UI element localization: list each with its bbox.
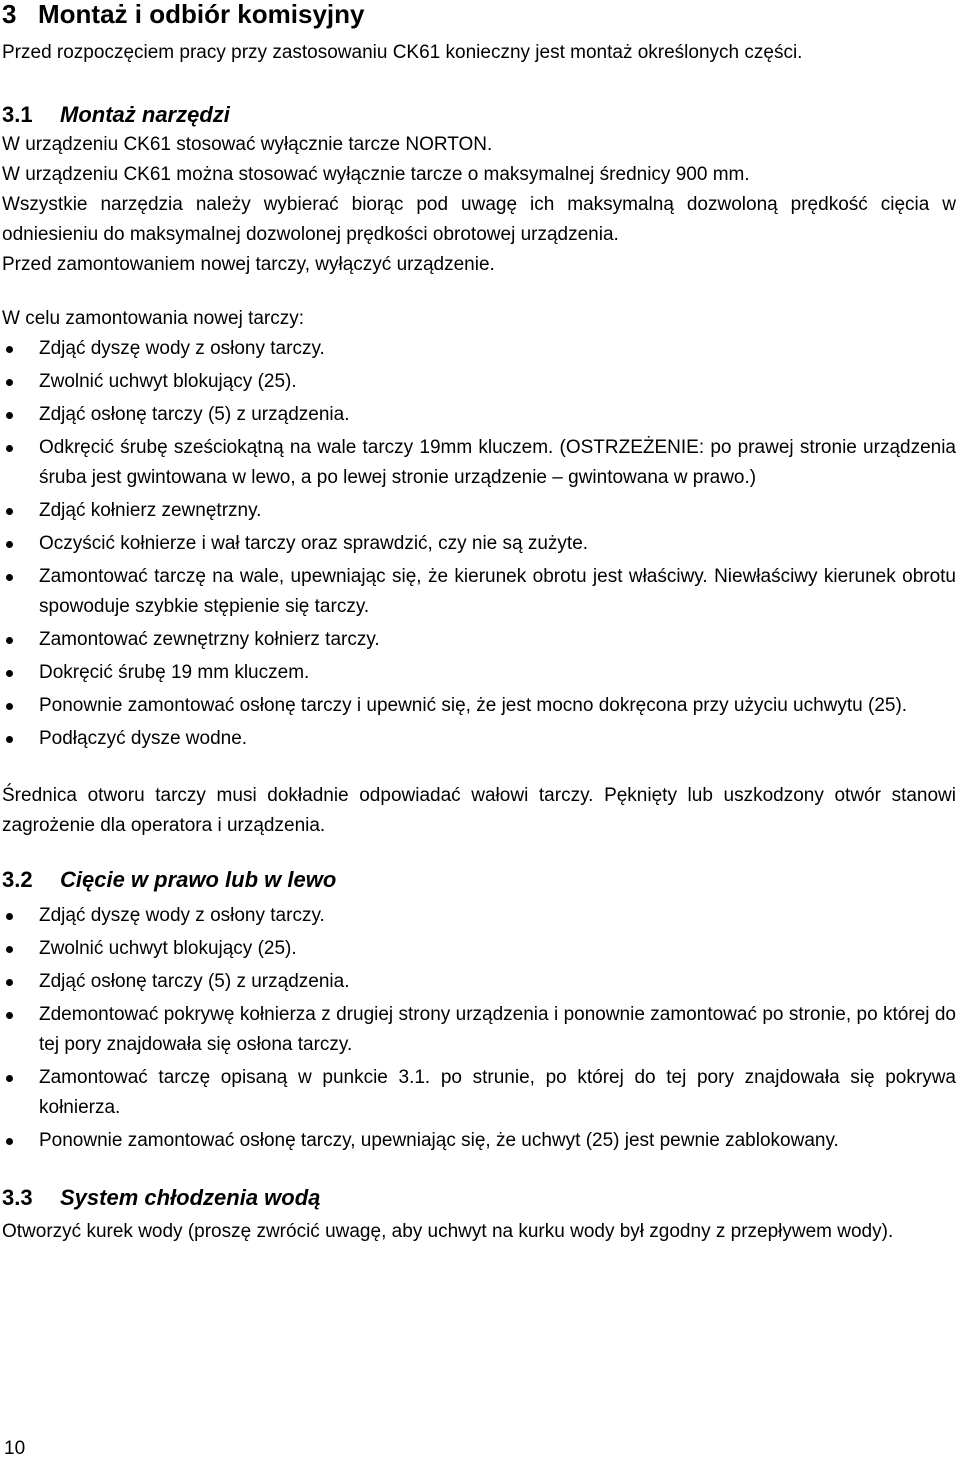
- list-item: Zwolnić uchwyt blokujący (25).: [2, 367, 956, 397]
- list-item: Ponownie zamontować osłonę tarczy i upewnić się, że jest mocno dokręcona przy użyciu uchwytu (25).: [2, 691, 956, 721]
- list-item: Zdjąć osłonę tarczy (5) z urządzenia.: [2, 967, 956, 997]
- bullet-icon: [6, 670, 13, 677]
- section-31-title: Montaż narzędzi: [60, 102, 230, 127]
- section-32-heading: [2, 865, 956, 895]
- bullet-icon: [6, 379, 13, 386]
- bullet-icon: [6, 541, 13, 548]
- bullet-icon: [6, 703, 13, 710]
- section-33-title: System chłodzenia wodą: [60, 1185, 321, 1210]
- bullet-icon: [6, 979, 13, 986]
- bullet-icon: [6, 346, 13, 353]
- list-item: Ponownie zamontować osłonę tarczy, upewniając się, że uchwyt (25) jest pewnie zablokowany.: [2, 1126, 956, 1156]
- list-item: Zdemontować pokrywę kołnierza z drugiej strony urządzenia i ponownie zamontować po stronie, po której do tej pory znajdowała się osłona tarczy.: [2, 1000, 956, 1060]
- bullet-icon: [6, 637, 13, 644]
- section-32-steps-list: [2, 901, 956, 1156]
- list-item: Zdjąć dyszę wody z osłony tarczy.: [2, 334, 956, 364]
- section-31-line-4: Przed zamontowaniem nowej tarczy, wyłączyć urządzenie.: [2, 254, 495, 275]
- section-31-warning: Średnica otworu tarczy musi dokładnie odpowiadać wałowi tarczy. Pęknięty lub uszkodzony otwór stanowi zagrożenie dla operatora i urządzenia.: [2, 785, 956, 836]
- bullet-icon: [6, 508, 13, 515]
- bullet-icon: [6, 1138, 13, 1145]
- section-31-heading: [2, 100, 956, 130]
- section-31-line-2: W urządzeniu CK61 można stosować wyłącznie tarcze o maksymalnej średnicy 900 mm.: [2, 164, 750, 185]
- list-item: Zdjąć dyszę wody z osłony tarczy.: [2, 901, 956, 931]
- page-number: 10: [4, 1438, 26, 1459]
- list-item: Odkręcić śrubę sześciokątną na wale tarczy 19mm kluczem. (OSTRZEŻENIE: po prawej stronie urządzenia śruba jest gwintowana w lewo, a po lewej stronie urządzenie – gwintowana w prawo.): [2, 433, 956, 493]
- bullet-icon: [6, 412, 13, 419]
- bullet-icon: [6, 574, 13, 581]
- list-item: Zwolnić uchwyt blokujący (25).: [2, 934, 956, 964]
- bullet-icon: [6, 1012, 13, 1019]
- section-3-intro: Przed rozpoczęciem pracy przy zastosowaniu CK61 konieczny jest montaż określonych części.: [2, 42, 803, 63]
- list-item: Zdjąć kołnierz zewnętrzny.: [2, 496, 956, 526]
- section-31-number: 3.1: [2, 102, 33, 127]
- list-item: Podłączyć dysze wodne.: [2, 724, 956, 754]
- bullet-icon: [6, 736, 13, 743]
- section-32-number: 3.2: [2, 867, 33, 892]
- bullet-icon: [6, 913, 13, 920]
- section-33-text: Otworzyć kurek wody (proszę zwrócić uwagę, aby uchwyt na kurku wody był zgodny z przepływem wody).: [2, 1221, 894, 1242]
- section-3-number: 3: [2, 0, 17, 29]
- list-item: Oczyścić kołnierze i wał tarczy oraz sprawdzić, czy nie są zużyte.: [2, 529, 956, 559]
- list-item: Zamontować zewnętrzny kołnierz tarczy.: [2, 625, 956, 655]
- section-31-line-1: W urządzeniu CK61 stosować wyłącznie tarcze NORTON.: [2, 134, 493, 155]
- section-3-heading: [2, 0, 956, 28]
- section-33-heading: [2, 1183, 956, 1213]
- list-item: Zamontować tarczę opisaną w punkcie 3.1. po strunie, po której do tej pory znajdowała się pokrywa kołnierza.: [2, 1063, 956, 1123]
- bullet-icon: [6, 445, 13, 452]
- bullet-icon: [6, 946, 13, 953]
- bullet-icon: [6, 1075, 13, 1082]
- section-3-title: Montaż i odbiór komisyjny: [38, 0, 365, 29]
- section-33-number: 3.3: [2, 1185, 33, 1210]
- list-item: Zamontować tarczę na wale, upewniając się, że kierunek obrotu jest właściwy. Niewłaściwy kierunek obrotu spowoduje szybkie stępienie się tarczy.: [2, 562, 956, 622]
- list-item: Zdjąć osłonę tarczy (5) z urządzenia.: [2, 400, 956, 430]
- section-31-steps-list: [2, 334, 956, 754]
- list-item: Dokręcić śrubę 19 mm kluczem.: [2, 658, 956, 688]
- section-31-list-intro: W celu zamontowania nowej tarczy:: [2, 308, 305, 329]
- section-32-title: Cięcie w prawo lub w lewo: [60, 867, 337, 892]
- section-31-line-3: Wszystkie narzędzia należy wybierać biorąc pod uwagę ich maksymalną dozwoloną prędkość cięcia w odniesieniu do maksymalnej dozwolonej prędkości obrotowej urządzenia.: [2, 194, 956, 245]
- document-page: [2, 0, 956, 1247]
